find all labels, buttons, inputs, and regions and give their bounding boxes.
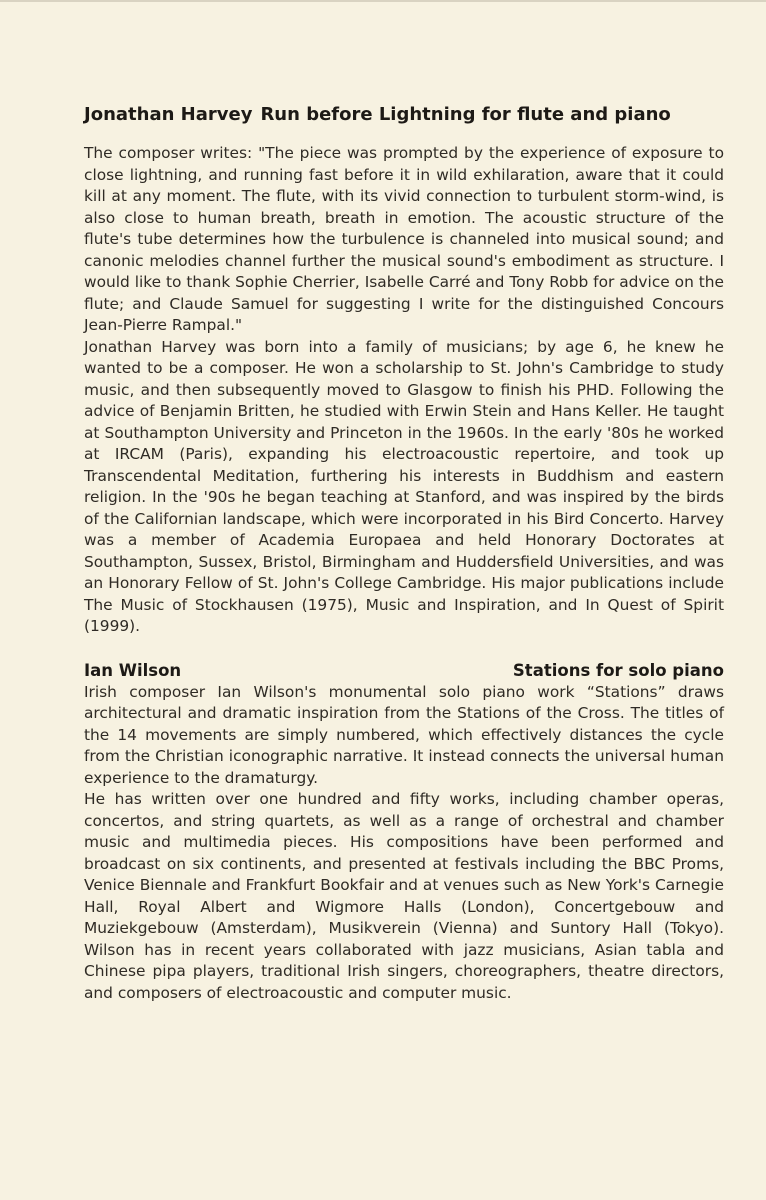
harvey-heading: [84, 104, 724, 125]
page-top-edge: [0, 0, 766, 2]
program-note-page: [84, 104, 724, 1004]
wilson-section: [84, 661, 724, 1005]
wilson-biography: He has written over one hundred and fifty works, including chamber operas, concertos, and string quartets, as well as a range of orchestral and chamber music and multimedia pieces. His compositions have been performed and broadcast on six continents, and presented at festivals including the BBC Proms, Venice Biennale and Frankfurt Bookfair and at venues such as New York's Carnegie Hall, Royal Albert and Wigmore Halls (London), Concertgebouw and Muziekgebouw (Amsterdam), Musikverein (Vienna) and Suntory Hall (Tokyo). Wilson has in recent years collaborated with jazz musicians, Asian tabla and Chinese pipa players, traditional Irish singers, choreographers, theatre directors, and composers of electroacoustic and computer music.: [84, 790, 724, 1002]
wilson-work-title: Stations for solo piano: [512, 660, 724, 680]
wilson-heading: [84, 661, 724, 680]
harvey-composer-name: Jonathan Harvey: [84, 104, 253, 125]
harvey-work-title: Run before Lightning for flute and piano: [260, 104, 671, 125]
harvey-section: [84, 104, 724, 638]
wilson-work-description: Irish composer Ian Wilson's monumental solo piano work “Stations” draws architectural and dramatic inspiration from the Stations of the Cross. The titles of the 14 movements are simply numbered, which effectively distances the cycle from the Christian iconographic narrative. It instead connects the universal human experience to the dramaturgy.: [84, 682, 724, 787]
harvey-biography: Jonathan Harvey was born into a family of musicians; by age 6, he knew he wanted to be a composer. He won a scholarship to St. John's Cambridge to study music, and then subsequently moved to Glasgow to finish his PHD. Following the advice of Benjamin Britten, he studied with Erwin Stein and Hans Keller. He taught at Southampton University and Princeton in the 1960s. In the early '80s he worked at IRCAM (Paris), expanding his electroacoustic repertoire, and took up Transcendental Meditation, furthering his interests in Buddhism and eastern religion. In the '90s he began teaching at Stanford, and was inspired by the birds of the Californian landscape, which were incorporated in his Bird Concerto. Harvey was a member of Academia Europaea and held Honorary Doctorates at Southampton, Sussex, Bristol, Birmingham and Huddersfield Universities, and was an Honorary Fellow of St. John's College Cambridge. His major publications include The Music of Stockhausen (1975), Music and Inspiration, and In Quest of Spirit (1999).: [84, 337, 724, 635]
wilson-composer-name: Ian Wilson: [84, 660, 182, 680]
harvey-composer-quote: The composer writes: "The piece was prompted by the experience of exposure to close lightning, and running fast before it in wild exhilaration, aware that it could kill at any moment. The flute, with its vivid connection to turbulent storm-wind, is also close to human breath, breath in emotion. The acoustic structure of the flute's tube determines how the turbulence is channeled into musical sound; and canonic melodies channel further the musical sound's embodiment as structure. I would like to thank Sophie Cherrier, Isabelle Carré and Tony Robb for advice on the flute; and Claude Samuel for suggesting I write for the distinguished Concours Jean-Pierre Rampal.": [84, 144, 724, 334]
